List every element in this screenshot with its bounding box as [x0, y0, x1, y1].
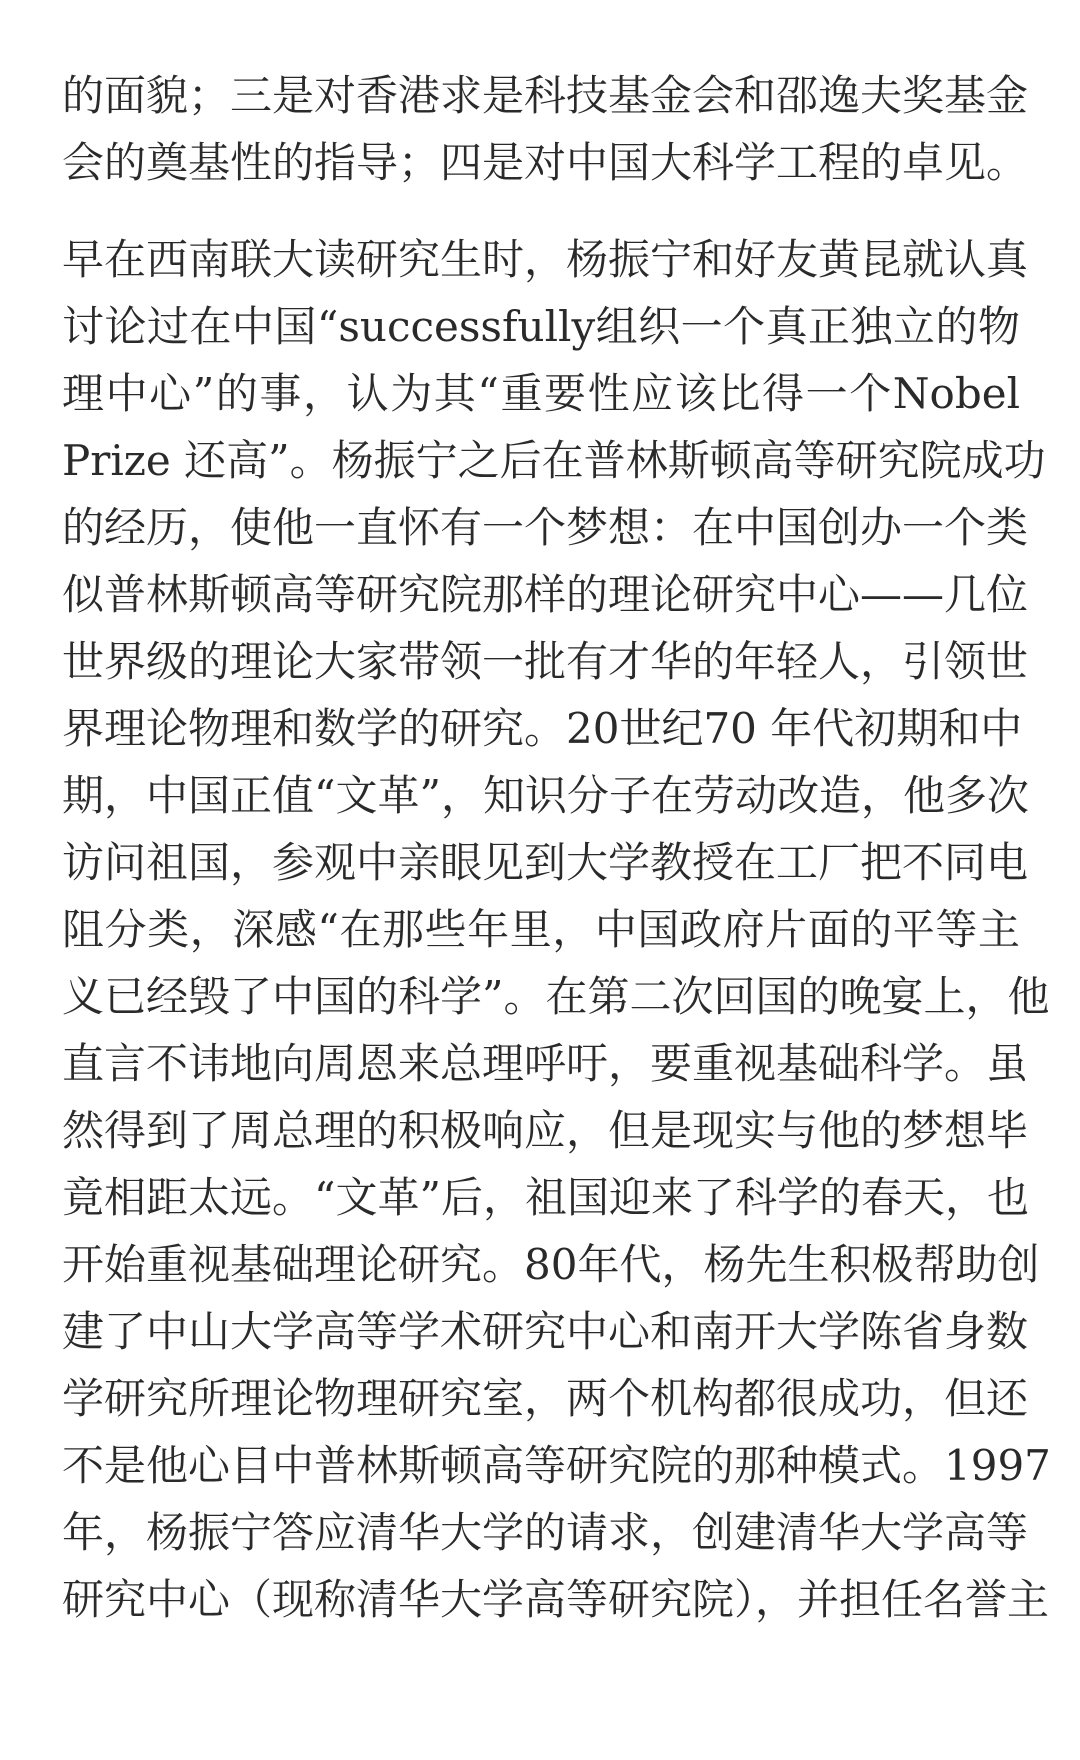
- text-line: 学研究所理论物理研究室，两个机构都很成功，但还: [62, 1374, 1029, 1423]
- text-line: 期，中国正值“文革”，知识分子在劳动改造，他多次: [62, 771, 1029, 820]
- text-line: 讨论过在中国“successfully组织一个真正独立的物: [62, 302, 1020, 351]
- article-body: [62, 62, 1051, 1633]
- text-line: 会的奠基性的指导；四是对中国大科学工程的卓见。: [62, 138, 1029, 187]
- text-line: 访问祖国，参观中亲眼见到大学教授在工厂把不同电: [62, 838, 1029, 887]
- text-line: 年，杨振宁答应清华大学的请求，创建清华大学高等: [62, 1508, 1029, 1557]
- text-line: 直言不讳地向周恩来总理呼吁，要重视基础科学。虽: [62, 1039, 1029, 1088]
- text-line: 的面貌；三是对香港求是科技基金会和邵逸夫奖基金: [62, 71, 1029, 120]
- text-line: 似普林斯顿高等研究院那样的理论研究中心——几位: [62, 570, 1029, 619]
- paragraph-2: [62, 226, 1051, 1633]
- text-line: 义已经毁了中国的科学”。在第二次回国的晚宴上，他: [62, 972, 1050, 1021]
- text-line: 理中心”的事，认为其“重要性应该比得一个Nobel: [62, 369, 1020, 418]
- text-line: 然得到了周总理的积极响应，但是现实与他的梦想毕: [62, 1106, 1029, 1155]
- text-line: 世界级的理论大家带领一批有才华的年轻人，引领世: [62, 637, 1029, 686]
- text-line: 竟相距太远。“文革”后，祖国迎来了科学的春天，也: [62, 1173, 1029, 1222]
- paragraph-1: [62, 62, 1029, 196]
- text-line: 界理论物理和数学的研究。20世纪70 年代初期和中: [62, 704, 1023, 753]
- text-line: Prize 还高”。杨振宁之后在普林斯顿高等研究院成功: [62, 436, 1046, 485]
- text-line: 阻分类，深感“在那些年里，中国政府片面的平等主: [62, 905, 1020, 954]
- text-line: 不是他心目中普林斯顿高等研究院的那种模式。1997: [62, 1441, 1051, 1490]
- text-line: 的经历，使他一直怀有一个梦想：在中国创办一个类: [62, 503, 1029, 552]
- text-line: 建了中山大学高等学术研究中心和南开大学陈省身数: [62, 1307, 1029, 1356]
- text-line: 研究中心（现称清华大学高等研究院），并担任名誉主: [62, 1575, 1050, 1624]
- text-line: 早在西南联大读研究生时，杨振宁和好友黄昆就认真: [62, 235, 1029, 284]
- text-line: 开始重视基础理论研究。80年代，杨先生积极帮助创: [62, 1240, 1040, 1289]
